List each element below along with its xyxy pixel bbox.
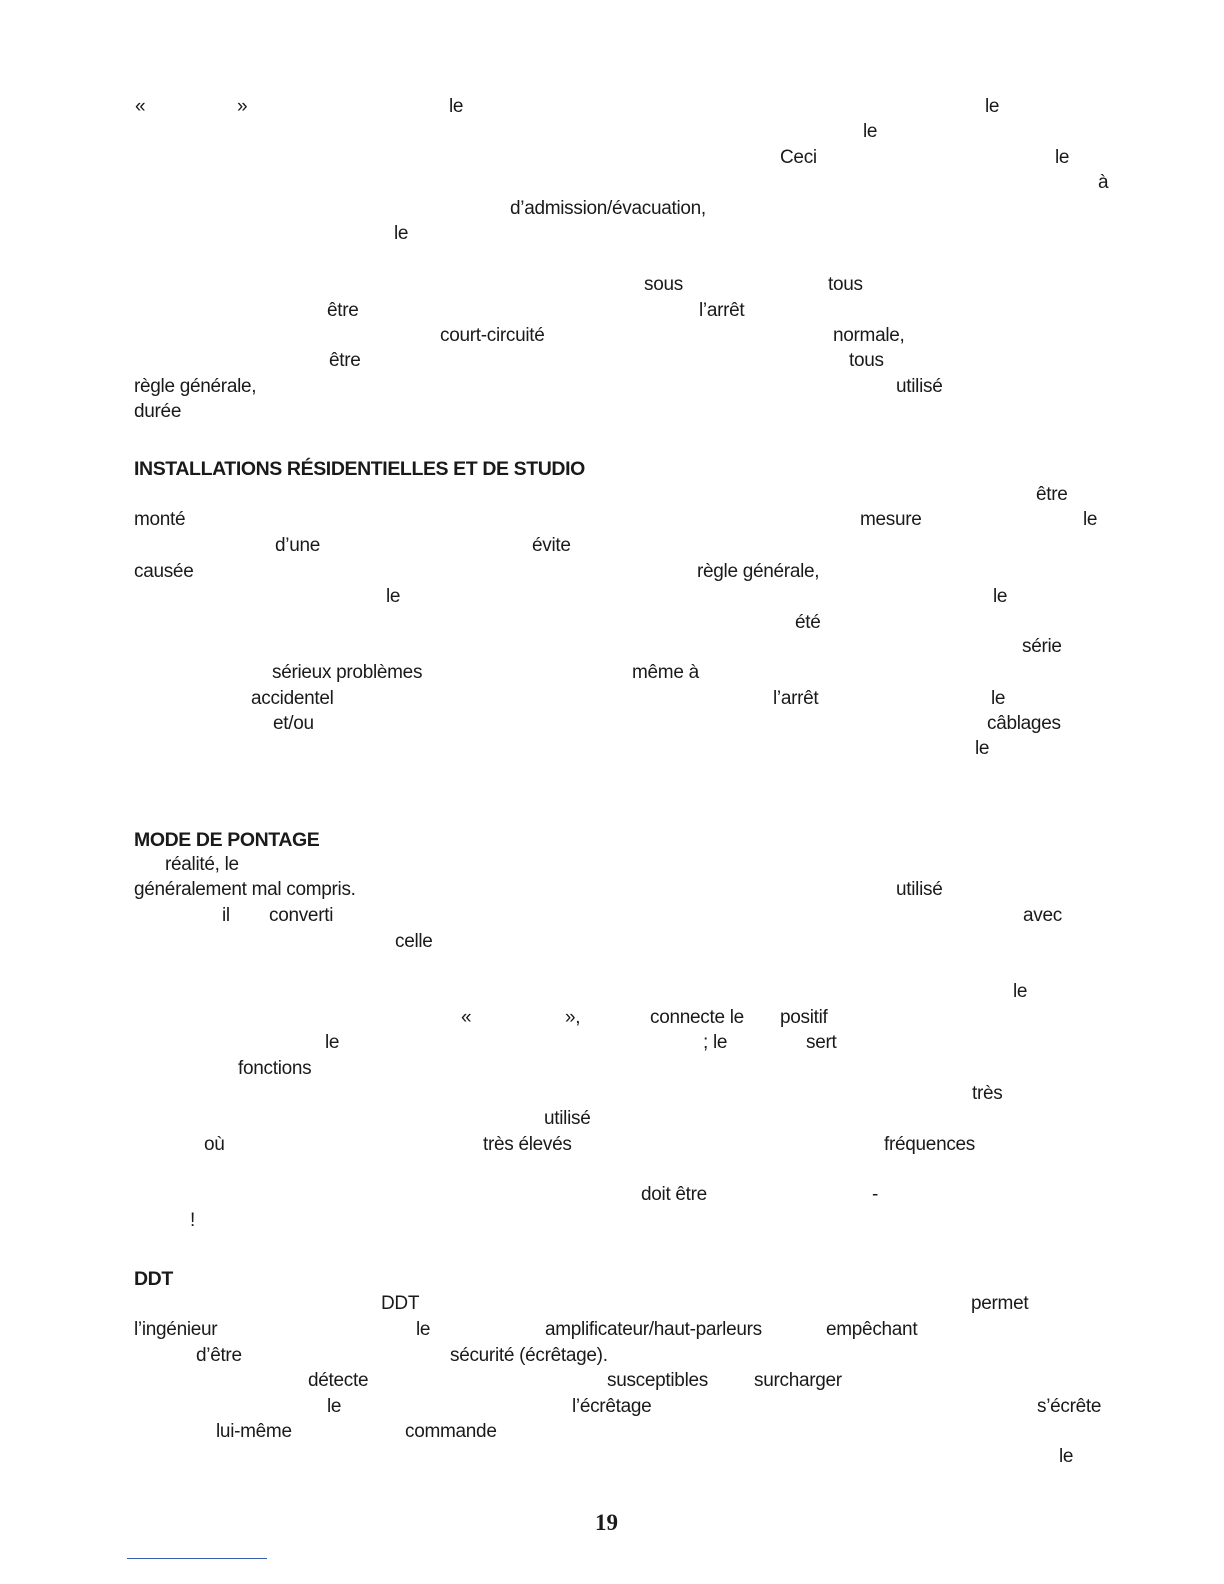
word: converti: [269, 905, 334, 926]
word: même à: [632, 662, 699, 683]
word: le: [993, 586, 1008, 607]
section-heading: DDT: [134, 1268, 173, 1290]
word: le: [1013, 981, 1028, 1002]
word: »,: [565, 1007, 581, 1028]
word: durée: [134, 401, 182, 422]
word: court-circuité: [440, 325, 545, 346]
word: lui-même: [216, 1421, 292, 1442]
word: le: [325, 1032, 340, 1053]
word: mesure: [860, 509, 922, 530]
word: le: [394, 223, 409, 244]
word: le: [863, 121, 878, 142]
word: utilisé: [544, 1108, 591, 1129]
word: où: [204, 1134, 225, 1155]
word: le: [975, 738, 990, 759]
word: «: [135, 96, 146, 117]
word: très élevés: [483, 1134, 572, 1155]
word: tous: [849, 350, 884, 371]
word: le: [327, 1396, 342, 1417]
word: d’admission/évacuation,: [510, 198, 706, 219]
word: le: [449, 96, 464, 117]
word: être: [327, 300, 359, 321]
word: !: [190, 1210, 195, 1231]
word: le: [991, 688, 1006, 709]
word: l’arrêt: [773, 688, 819, 709]
word: règle générale,: [134, 376, 257, 397]
word: s’écrête: [1037, 1396, 1102, 1417]
word: utilisé: [896, 376, 943, 397]
word: fréquences: [884, 1134, 976, 1155]
word: câblages: [987, 713, 1061, 734]
word: susceptibles: [607, 1370, 708, 1391]
word: réalité, le: [165, 854, 239, 875]
word: le: [386, 586, 401, 607]
word: empêchant: [826, 1319, 918, 1340]
word: série: [1022, 636, 1062, 657]
word: positif: [780, 1007, 828, 1028]
word: règle générale,: [697, 561, 820, 582]
word: Ceci: [780, 147, 817, 168]
word: avec: [1023, 905, 1062, 926]
word: -: [872, 1184, 879, 1205]
word: et/ou: [273, 713, 314, 734]
word: causée: [134, 561, 194, 582]
word: commande: [405, 1421, 497, 1442]
word: monté: [134, 509, 186, 530]
word: être: [329, 350, 361, 371]
word: accidentel: [251, 688, 334, 709]
word: l’écrêtage: [572, 1396, 652, 1417]
word: utilisé: [896, 879, 943, 900]
word: sérieux problèmes: [272, 662, 423, 683]
word: évite: [532, 535, 571, 556]
word: DDT: [381, 1293, 420, 1314]
word: généralement mal compris.: [134, 879, 356, 900]
section-heading: INSTALLATIONS RÉSIDENTIELLES ET DE STUDIO: [134, 458, 585, 480]
page-number: 19: [595, 1510, 618, 1535]
word: le: [1083, 509, 1098, 530]
word: sécurité (écrêtage).: [450, 1345, 608, 1366]
word: connecte le: [650, 1007, 744, 1028]
word: à: [1098, 172, 1109, 193]
word: doit être: [641, 1184, 707, 1205]
word: le: [985, 96, 1000, 117]
word: l’arrêt: [699, 300, 745, 321]
word: être: [1036, 484, 1068, 505]
word: «: [461, 1007, 472, 1028]
section-heading: MODE DE PONTAGE: [134, 829, 320, 851]
word: celle: [395, 931, 433, 952]
word: été: [795, 612, 821, 633]
word: détecte: [308, 1370, 369, 1391]
word: amplificateur/haut-parleurs: [545, 1319, 762, 1340]
word: le: [1059, 1446, 1074, 1467]
word: le: [1055, 147, 1070, 168]
word: très: [972, 1083, 1003, 1104]
word: le: [416, 1319, 431, 1340]
word: »: [237, 96, 248, 117]
word: l’ingénieur: [134, 1319, 218, 1340]
word: sert: [806, 1032, 837, 1053]
word: tous: [828, 274, 863, 295]
word: d’une: [275, 535, 320, 556]
word: surcharger: [754, 1370, 842, 1391]
word: permet: [971, 1293, 1029, 1314]
word: normale,: [833, 325, 905, 346]
word: ; le: [703, 1032, 728, 1053]
word: sous: [644, 274, 683, 295]
word: il: [222, 905, 230, 926]
word: fonctions: [238, 1058, 312, 1079]
word: d’être: [196, 1345, 242, 1366]
footer-rule: [127, 1558, 267, 1559]
